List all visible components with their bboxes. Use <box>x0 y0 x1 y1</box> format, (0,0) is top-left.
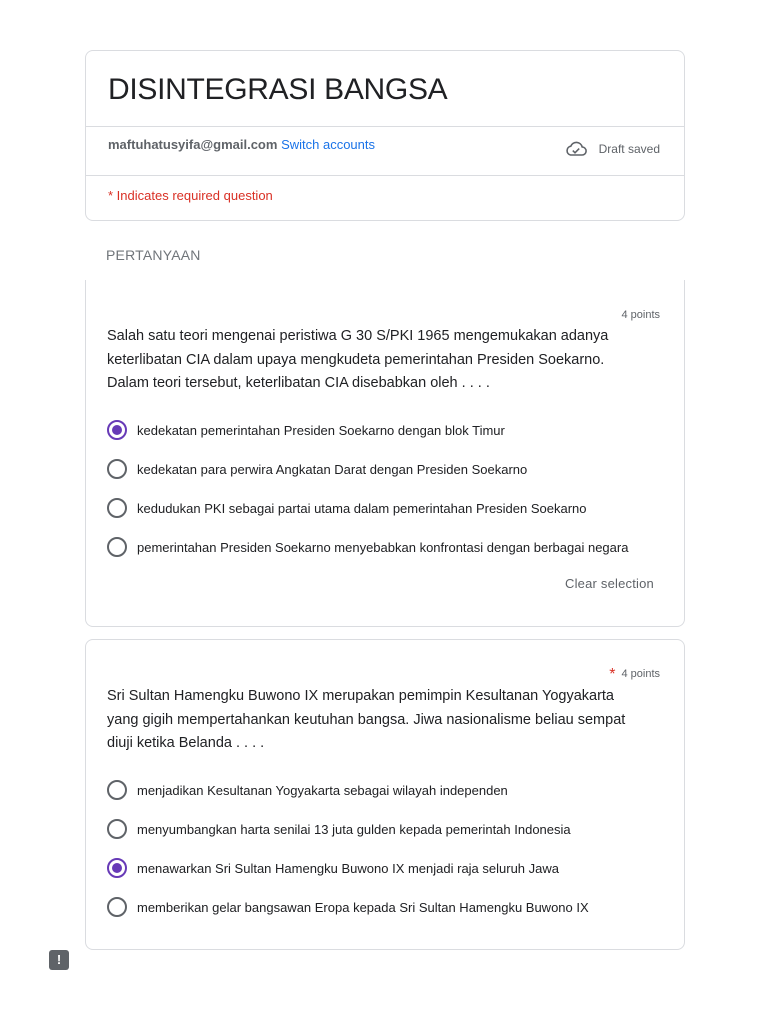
draft-status <box>565 141 660 157</box>
option-label: kedekatan para perwira Angkatan Darat dengan Presiden Soekarno <box>137 461 528 477</box>
report-feedback-icon[interactable]: ! <box>49 950 69 970</box>
option-radio[interactable] <box>107 780 508 800</box>
radio-unselected-icon[interactable] <box>107 780 127 800</box>
section-title: PERTANYAAN <box>106 247 201 263</box>
form-header-card <box>85 50 685 221</box>
radio-unselected-icon[interactable] <box>107 819 127 839</box>
question-card <box>85 280 685 627</box>
required-asterisk: * <box>609 666 616 683</box>
question-text: Sri Sultan Hamengku Buwono IX merupakan pemimpin Kesultanan Yogyakarta yang gigih mempertahankan keutuhan bangsa. Jiwa nasionalisme beliau sempat diuji ketika Belanda . . . . <box>107 688 626 751</box>
account-email: maftuhatusyifa@gmail.com <box>108 137 278 152</box>
radio-unselected-icon[interactable] <box>107 459 127 479</box>
option-label: pemerintahan Presiden Soekarno menyebabkan konfrontasi dengan berbagai negara <box>137 539 629 555</box>
question-text: Salah satu teori mengenai peristiwa G 30 S/PKI 1965 mengemukakan adanya keterlibatan CIA dalam upaya mengkudeta pemerintahan Presiden Soekarno. Dalam teori tersebut, keterlibatan CIA disebabkan oleh . . . . <box>107 328 609 391</box>
switch-accounts-link[interactable]: Switch accounts <box>281 137 375 152</box>
option-radio[interactable] <box>107 858 559 878</box>
option-radio[interactable] <box>107 420 505 440</box>
option-radio[interactable] <box>107 897 589 917</box>
question-points: 4 points <box>621 309 660 321</box>
radio-selected-icon[interactable] <box>107 858 127 878</box>
question-points: 4 points <box>621 668 660 680</box>
option-label: menjadikan Kesultanan Yogyakarta sebagai wilayah independen <box>137 782 508 798</box>
question-points-row <box>609 666 660 684</box>
option-label: menawarkan Sri Sultan Hamengku Buwono IX menjadi raja seluruh Jawa <box>137 860 559 876</box>
required-note: * Indicates required question <box>108 188 273 203</box>
cloud-check-icon <box>565 141 587 157</box>
divider <box>86 126 684 127</box>
option-label: kedudukan PKI sebagai partai utama dalam pemerintahan Presiden Soekarno <box>137 500 587 516</box>
radio-selected-icon[interactable] <box>107 420 127 440</box>
draft-status-label: Draft saved <box>598 142 660 156</box>
form-title: DISINTEGRASI BANGSA <box>108 73 448 106</box>
option-radio[interactable] <box>107 459 527 479</box>
option-radio[interactable] <box>107 819 571 839</box>
radio-unselected-icon[interactable] <box>107 897 127 917</box>
option-radio[interactable] <box>107 498 587 518</box>
clear-selection-button[interactable]: Clear selection <box>565 576 654 591</box>
account-row <box>108 137 375 152</box>
divider <box>86 175 684 176</box>
option-label: kedekatan pemerintahan Presiden Soekarno dengan blok Timur <box>137 422 505 438</box>
option-label: menyumbangkan harta senilai 13 juta gulden kepada pemerintah Indonesia <box>137 821 571 837</box>
radio-unselected-icon[interactable] <box>107 498 127 518</box>
option-radio[interactable] <box>107 537 628 557</box>
radio-unselected-icon[interactable] <box>107 537 127 557</box>
question-card <box>85 639 685 950</box>
option-label: memberikan gelar bangsawan Eropa kepada Sri Sultan Hamengku Buwono IX <box>137 899 589 915</box>
